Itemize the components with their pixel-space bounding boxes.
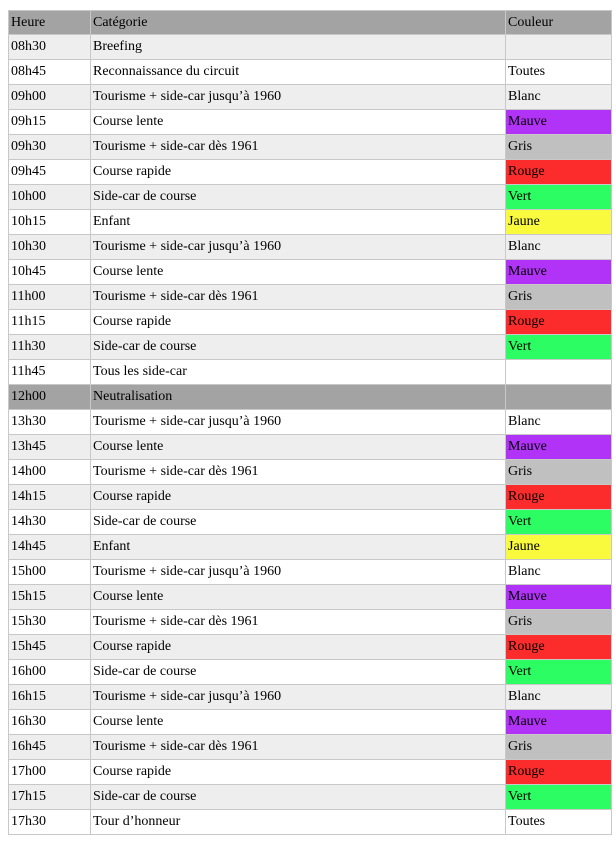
- cell-time: 16h30: [9, 710, 91, 735]
- table-row: [9, 560, 612, 585]
- cell-color: Rouge: [506, 635, 612, 660]
- cell-color: Vert: [506, 510, 612, 535]
- cell-color: Blanc: [506, 410, 612, 435]
- cell-time: 11h45: [9, 360, 91, 385]
- cell-category: Tourisme + side-car dès 1961: [91, 135, 506, 160]
- cell-time: 15h45: [9, 635, 91, 660]
- cell-time: 10h15: [9, 210, 91, 235]
- cell-color: [506, 360, 612, 385]
- cell-time: 17h30: [9, 810, 91, 835]
- cell-time: 09h45: [9, 160, 91, 185]
- cell-category: Reconnaissance du circuit: [91, 60, 506, 85]
- cell-category: Course lente: [91, 585, 506, 610]
- table-row: [9, 460, 612, 485]
- cell-time: 16h45: [9, 735, 91, 760]
- cell-color: Gris: [506, 735, 612, 760]
- cell-category: Tourisme + side-car dès 1961: [91, 285, 506, 310]
- cell-color: Blanc: [506, 560, 612, 585]
- cell-color: Rouge: [506, 760, 612, 785]
- cell-category: Course rapide: [91, 635, 506, 660]
- cell-color: Gris: [506, 460, 612, 485]
- cell-time: 15h15: [9, 585, 91, 610]
- cell-time: 14h15: [9, 485, 91, 510]
- cell-color: Blanc: [506, 235, 612, 260]
- header-color: Couleur: [506, 11, 612, 35]
- cell-color: Vert: [506, 660, 612, 685]
- table-row: [9, 35, 612, 60]
- cell-color: Mauve: [506, 260, 612, 285]
- cell-color: Jaune: [506, 535, 612, 560]
- cell-color: Mauve: [506, 710, 612, 735]
- cell-category: Tourisme + side-car dès 1961: [91, 610, 506, 635]
- table-row: [9, 760, 612, 785]
- table-row: [9, 585, 612, 610]
- table-row: [9, 410, 612, 435]
- table-row: [9, 735, 612, 760]
- header-category: Catégorie: [91, 11, 506, 35]
- cell-color: Blanc: [506, 85, 612, 110]
- cell-time: 16h00: [9, 660, 91, 685]
- cell-category: Course rapide: [91, 310, 506, 335]
- cell-time: 15h00: [9, 560, 91, 585]
- cell-time: 11h00: [9, 285, 91, 310]
- cell-category: Side-car de course: [91, 785, 506, 810]
- cell-color: [506, 385, 612, 410]
- cell-time: 13h45: [9, 435, 91, 460]
- cell-color: Mauve: [506, 585, 612, 610]
- cell-color: Gris: [506, 285, 612, 310]
- cell-category: Course rapide: [91, 160, 506, 185]
- table-row-neutralisation: [9, 385, 612, 410]
- table-row: [9, 535, 612, 560]
- cell-category: Side-car de course: [91, 335, 506, 360]
- table-row: [9, 135, 612, 160]
- table-row: [9, 110, 612, 135]
- cell-category: Breefing: [91, 35, 506, 60]
- schedule-table: [8, 10, 612, 835]
- cell-color: Gris: [506, 610, 612, 635]
- cell-time: 08h30: [9, 35, 91, 60]
- cell-category: Tour d’honneur: [91, 810, 506, 835]
- cell-category: Course rapide: [91, 485, 506, 510]
- header-time: Heure: [9, 11, 91, 35]
- cell-category: Tourisme + side-car jusqu’à 1960: [91, 560, 506, 585]
- cell-time: 14h30: [9, 510, 91, 535]
- table-row: [9, 60, 612, 85]
- cell-color: Vert: [506, 335, 612, 360]
- cell-category: Tourisme + side-car jusqu’à 1960: [91, 410, 506, 435]
- table-row: [9, 185, 612, 210]
- cell-category: Course lente: [91, 710, 506, 735]
- table-row: [9, 635, 612, 660]
- table-row: [9, 260, 612, 285]
- table-row: [9, 810, 612, 835]
- cell-time: 14h45: [9, 535, 91, 560]
- cell-color: Toutes: [506, 60, 612, 85]
- table-row: [9, 710, 612, 735]
- cell-time: 13h30: [9, 410, 91, 435]
- table-header: [9, 11, 612, 35]
- cell-category: Course rapide: [91, 760, 506, 785]
- cell-category: Enfant: [91, 210, 506, 235]
- cell-color: Blanc: [506, 685, 612, 710]
- table-row: [9, 235, 612, 260]
- cell-time: 09h30: [9, 135, 91, 160]
- cell-category: Side-car de course: [91, 660, 506, 685]
- cell-time: 10h45: [9, 260, 91, 285]
- table-row: [9, 310, 612, 335]
- table-row: [9, 85, 612, 110]
- cell-time: 14h00: [9, 460, 91, 485]
- table-row: [9, 485, 612, 510]
- cell-category: Course lente: [91, 260, 506, 285]
- cell-category: Course lente: [91, 435, 506, 460]
- cell-color: Rouge: [506, 485, 612, 510]
- table-row: [9, 685, 612, 710]
- cell-category: Side-car de course: [91, 185, 506, 210]
- cell-time: 11h30: [9, 335, 91, 360]
- cell-color: Vert: [506, 785, 612, 810]
- table-row: [9, 210, 612, 235]
- cell-color: Toutes: [506, 810, 612, 835]
- cell-time: 11h15: [9, 310, 91, 335]
- cell-time: 12h00: [9, 385, 91, 410]
- cell-time: 17h15: [9, 785, 91, 810]
- cell-time: 17h00: [9, 760, 91, 785]
- cell-category: Neutralisation: [91, 385, 506, 410]
- cell-time: 10h00: [9, 185, 91, 210]
- table-row: [9, 510, 612, 535]
- table-row: [9, 360, 612, 385]
- table-row: [9, 160, 612, 185]
- cell-time: 15h30: [9, 610, 91, 635]
- table-row: [9, 285, 612, 310]
- header-row: [9, 11, 612, 35]
- cell-color: [506, 35, 612, 60]
- cell-category: Tourisme + side-car dès 1961: [91, 460, 506, 485]
- cell-color: Rouge: [506, 160, 612, 185]
- cell-color: Gris: [506, 135, 612, 160]
- cell-time: 08h45: [9, 60, 91, 85]
- table-body: [9, 35, 612, 835]
- table-row: [9, 660, 612, 685]
- cell-category: Tous les side-car: [91, 360, 506, 385]
- cell-category: Side-car de course: [91, 510, 506, 535]
- cell-category: Tourisme + side-car dès 1961: [91, 735, 506, 760]
- cell-color: Rouge: [506, 310, 612, 335]
- cell-time: 16h15: [9, 685, 91, 710]
- cell-time: 09h15: [9, 110, 91, 135]
- cell-color: Mauve: [506, 435, 612, 460]
- cell-color: Jaune: [506, 210, 612, 235]
- cell-category: Tourisme + side-car jusqu’à 1960: [91, 235, 506, 260]
- table-row: [9, 435, 612, 460]
- table-row: [9, 785, 612, 810]
- cell-category: Enfant: [91, 535, 506, 560]
- table-row: [9, 335, 612, 360]
- cell-category: Course lente: [91, 110, 506, 135]
- cell-category: Tourisme + side-car jusqu’à 1960: [91, 85, 506, 110]
- cell-category: Tourisme + side-car jusqu’à 1960: [91, 685, 506, 710]
- table-row: [9, 610, 612, 635]
- cell-time: 10h30: [9, 235, 91, 260]
- cell-color: Mauve: [506, 110, 612, 135]
- cell-time: 09h00: [9, 85, 91, 110]
- cell-color: Vert: [506, 185, 612, 210]
